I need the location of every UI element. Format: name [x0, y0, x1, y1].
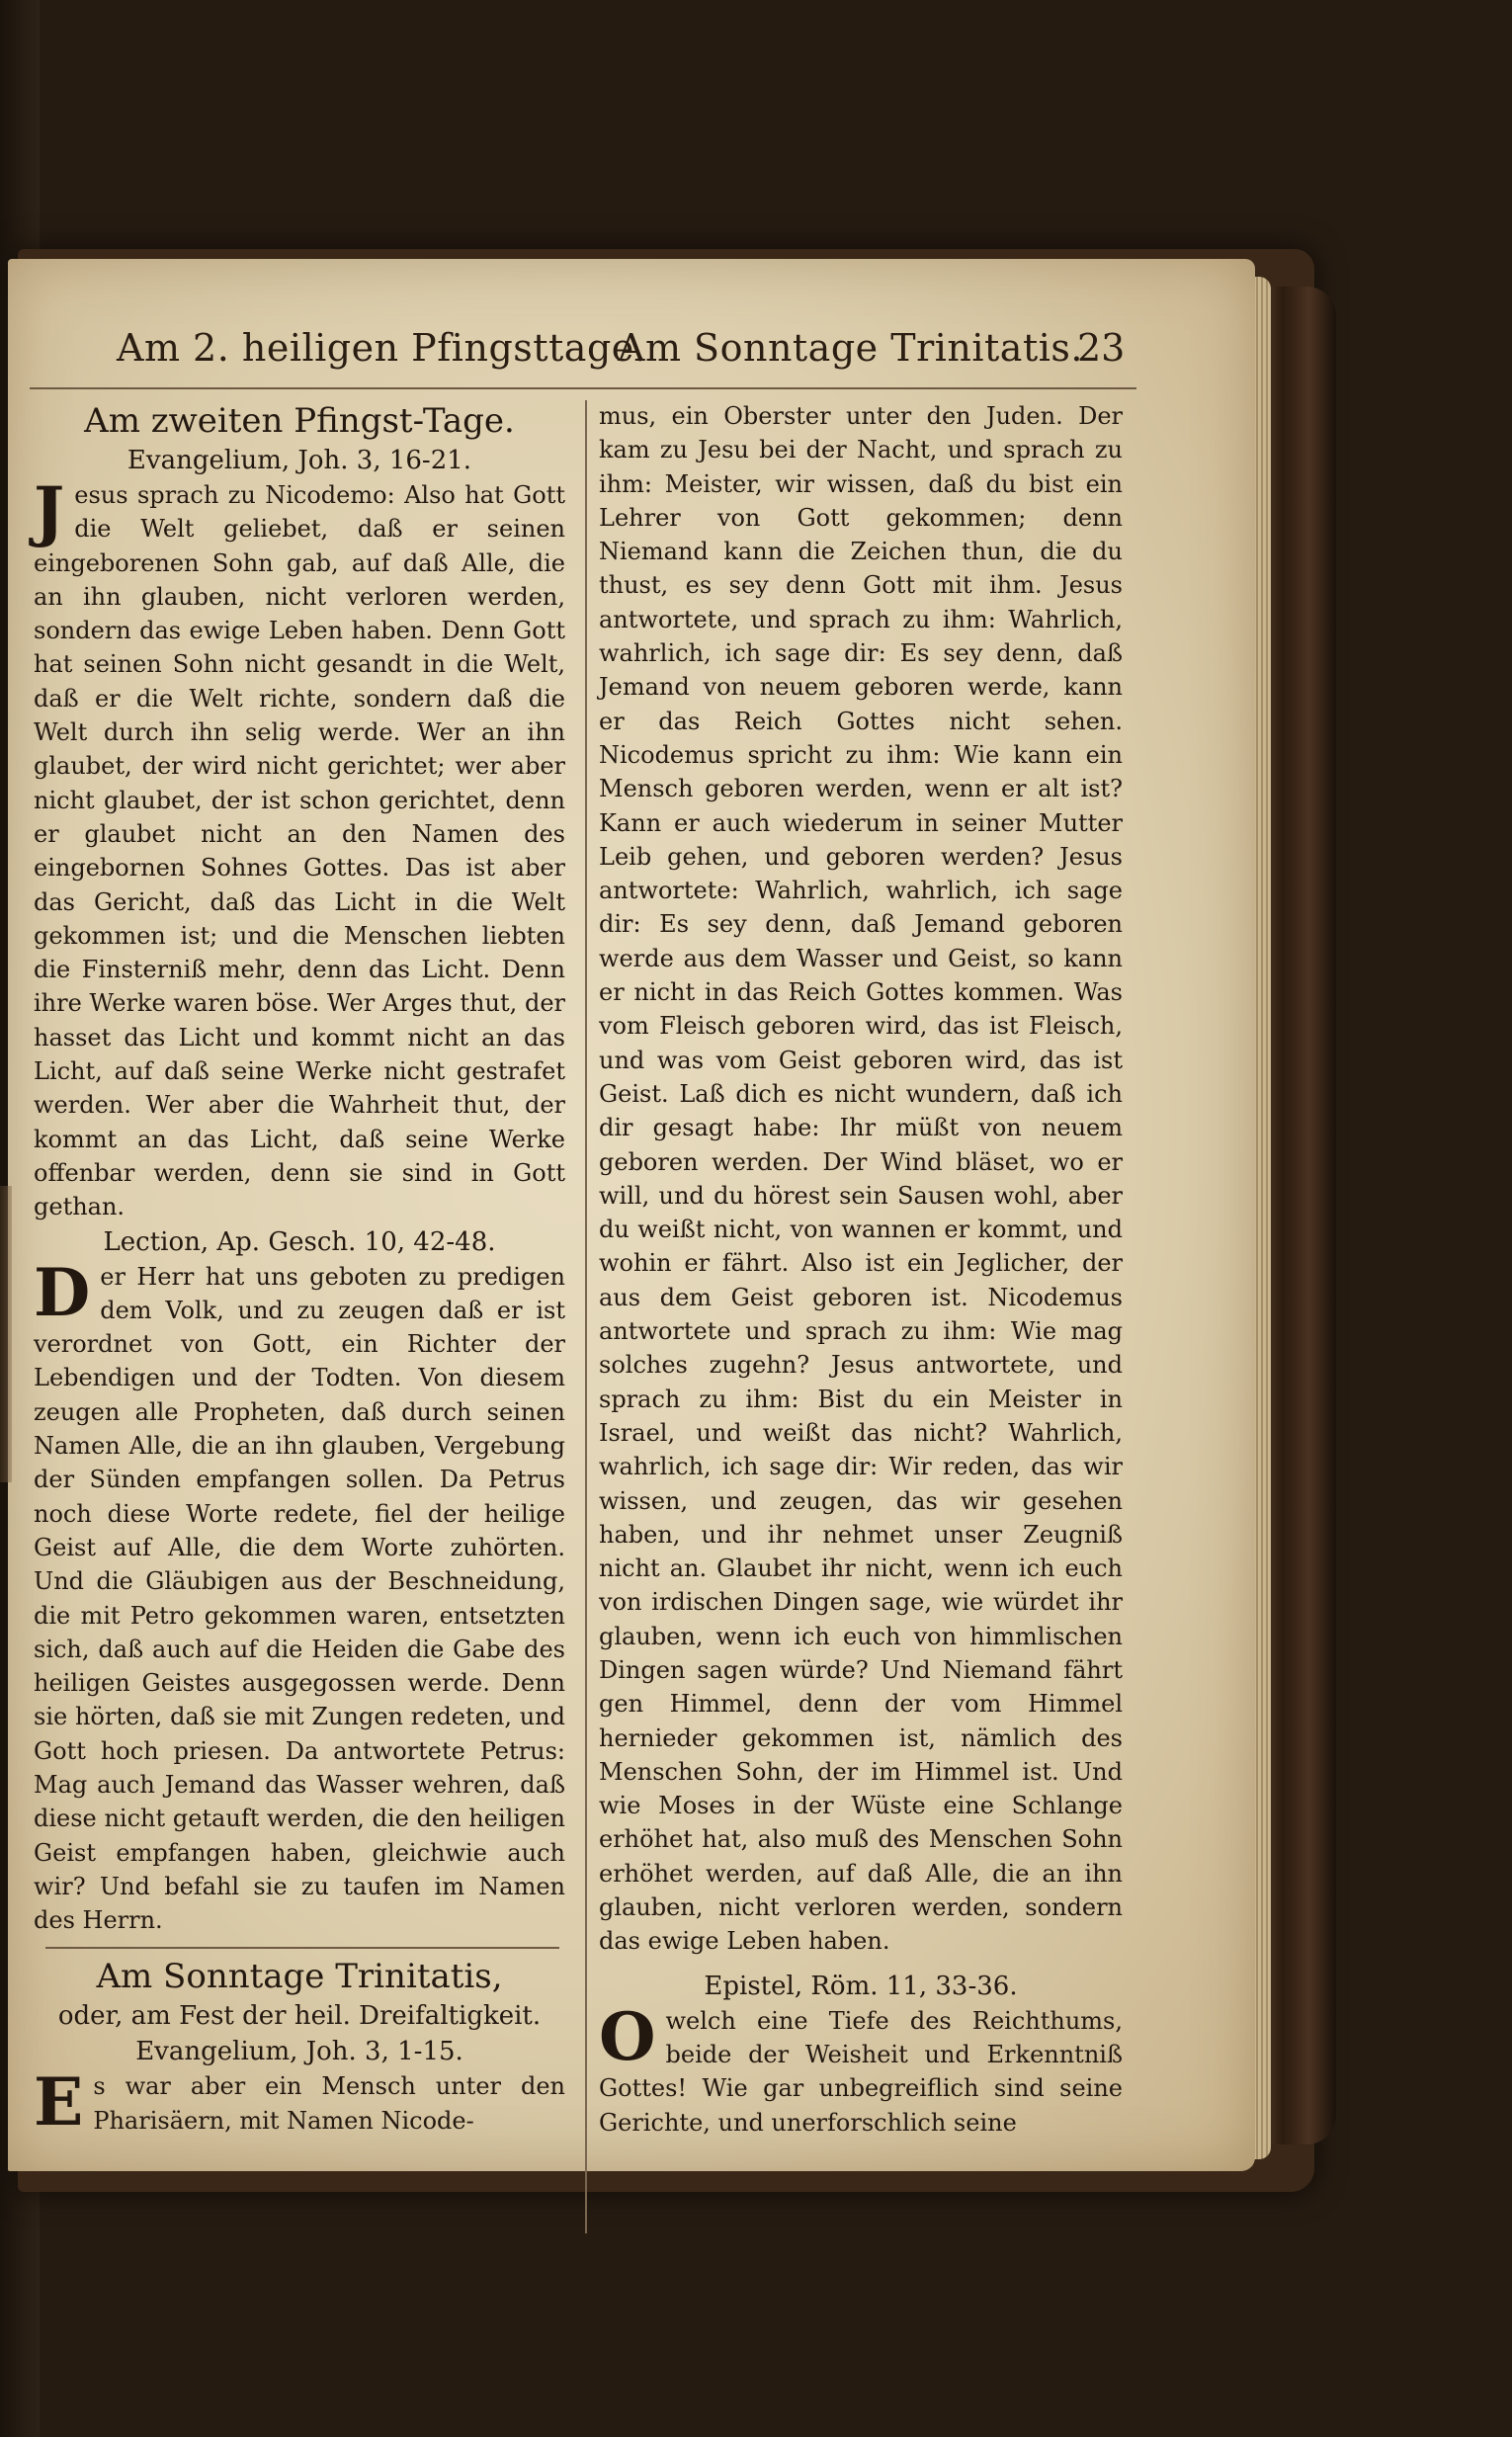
right-column	[599, 399, 1123, 2140]
trinity-gospel-reference: Evangelium, Joh. 3, 1-15.	[135, 2037, 463, 2067]
dropcap-e: E	[34, 2063, 84, 2142]
gospel-text: esus sprach zu Nicodemo: Also hat Gott die Welt geliebet, daß er seinen eingeborenen Sohn gab, auf daß Alle, die an ihn glauben, nicht verloren werden, sondern das ewige Leben haben. Denn Gott hat seinen Sohn nicht gesandt in die Welt, daß er die Welt richte, sondern daß die Welt durch ihn selig werde. Wer an ihn glaubet, der wird nicht gerichtet; wer aber nicht glaubet, der ist schon gerichtet, denn er glaubet nicht an den Namen des eingebornen Sohnes Gottes. Das ist aber das Gericht, daß das Licht in die Welt gekommen ist; und die Menschen liebten die Finsterniß mehr, denn das Licht. Denn ihre Werke waren böse. Wer Arges thut, der hasset das Licht und kommt nicht an das Licht, auf daß seine Werke nicht gestrafet werden. Wer aber die Wahrheit thut, der kommt an das Licht, daß seine Werke offenbar werden, denn sie sind in Gott gethan.	[34, 481, 565, 1221]
epistle-paragraph	[599, 1997, 1123, 2140]
page-number: 23	[1077, 326, 1126, 370]
left-column	[34, 399, 565, 2142]
running-head-right: Am Sonntage Trinitatis.	[618, 326, 1083, 370]
dropcap-d: D	[34, 1253, 91, 1331]
section-heading-trinity: Am Sonntage Trinitatis,	[96, 1957, 503, 1997]
lesson-reference: Lection, Ap. Gesch. 10, 42-48.	[103, 1226, 496, 1257]
header-rule	[30, 387, 1136, 389]
trinity-subheading: oder, am Fest der heil. Dreifaltigkeit.	[57, 2001, 542, 2032]
column-divider	[585, 400, 587, 2233]
trinity-text: s war aber ein Mensch unter den Pharisäern, mit Namen Nicode-	[93, 2072, 565, 2135]
lesson-text: er Herr hat uns geboten zu predigen dem Volk, und zu zeugen daß er ist verordnet von Gott, ein Richter der Lebendigen und der Todten. Von diesem zeugen alle Propheten, daß durch seinen Namen Alle, die an ihn glauben, Vergebung der Sünden empfangen sollen. Da Petrus noch diese Worte redete, fiel der heilige Geist auf Alle, die dem Worte zuhörten. Und die Gläubigen aus der Beschneidung, die mit Petro gekommen waren, entsetzten sich, daß auch auf die Heiden die Gabe des heiligen Geistes ausgegossen werde. Denn sie hörten, daß sie mit Zungen redeten, und Gott hoch priesen. Da antwortete Petrus: Mag auch Jemand das Wasser wehren, daß diese nicht getauft werden, die den heiligen Geist empfangen haben, gleichwie auch wir? Und befahl sie zu taufen im Namen des Herrn.	[34, 1262, 565, 1935]
lesson-paragraph	[34, 1253, 565, 1938]
running-head	[8, 326, 1255, 385]
running-head-left: Am 2. heiligen Pfingsttage.	[117, 326, 647, 370]
section-heading-pentecost: Am zweiten Pfingst-Tage.	[84, 401, 515, 441]
epistle-text: welch eine Tiefe des Reichthums, beide der Weisheit und Erkenntniß Gottes! Wie gar unbegreiflich sind seine Gerichte, und unerforschlich seine	[599, 2006, 1123, 2137]
dropcap-j: J	[34, 472, 65, 549]
section-separator	[45, 1947, 559, 1949]
binding-edge	[0, 1186, 12, 1482]
gospel-paragraph	[34, 472, 565, 1224]
epistle-reference: Epistel, Röm. 11, 33-36.	[704, 1971, 1018, 2001]
trinity-gospel-continued: mus, ein Oberster unter den Juden. Der kam zu Jesu bei der Nacht, und sprach zu ihm: Meister, wir wissen, daß du bist ein Lehrer von Gott gekommen; denn Niemand kann die Zeichen thun, die du thust, es sey denn Gott mit ihm. Jesus antwortete, und sprach zu ihm: Wahrlich, wahrlich, ich sage dir: Es sey denn, daß Jemand von neuem geboren werde, kann er das Reich Gottes nicht sehen. Nicodemus spricht zu ihm: Wie kann ein Mensch geboren werden, wenn er alt ist? Kann er auch wiederum in seiner Mutter Leib gehen, und geboren werden? Jesus antwortete: Wahrlich, wahrlich, ich sage dir: Es sey denn, daß Jemand geboren werde aus dem Wasser und Geist, so kann er nicht in das Reich Gottes kommen. Was vom Fleisch geboren wird, das ist Fleisch, und was vom Geist geboren wird, das ist Geist. Laß dich es nicht wundern, daß ich dir gesagt habe: Ihr müßt von neuem geboren werden. Der Wind bläset, wo er will, und du hörest sein Sausen wohl, aber du weißt nicht, von wannen er kommt, und wohin er fährt. Also ist ein Jeglicher, der aus dem Geist geboren ist. Nicodemus antwortete und sprach zu ihm: Wie mag solches zugehn? Jesus antwortete, und sprach zu ihm: Bist du ein Meister in Israel, und weißt das nicht? Wahrlich, wahrlich, ich sage dir: Wir reden, das wir wissen, und zeugen, das wir gesehen haben, und ihr nehmet unser Zeugniß nicht an. Glaubet ihr nicht, wenn ich euch von irdischen Dingen sage, wie würdet ihr glauben, wenn ich euch von himmlischen Dingen sagen würde? Und Niemand fährt gen Himmel, denn der vom Himmel hernieder gekommen ist, nämlich des Menschen Sohn, der im Himmel ist. Und wie Moses in der Wüste eine Schlange erhöhet hat, also muß des Menschen Sohn erhöhet werden, auf daß Alle, die an ihn glauben, nicht verloren werden, sondern das ewige Leben haben.	[599, 402, 1123, 1956]
gospel-reference: Evangelium, Joh. 3, 16-21.	[126, 446, 472, 475]
trinity-paragraph	[34, 2063, 565, 2142]
dropcap-o: O	[599, 1997, 656, 2075]
